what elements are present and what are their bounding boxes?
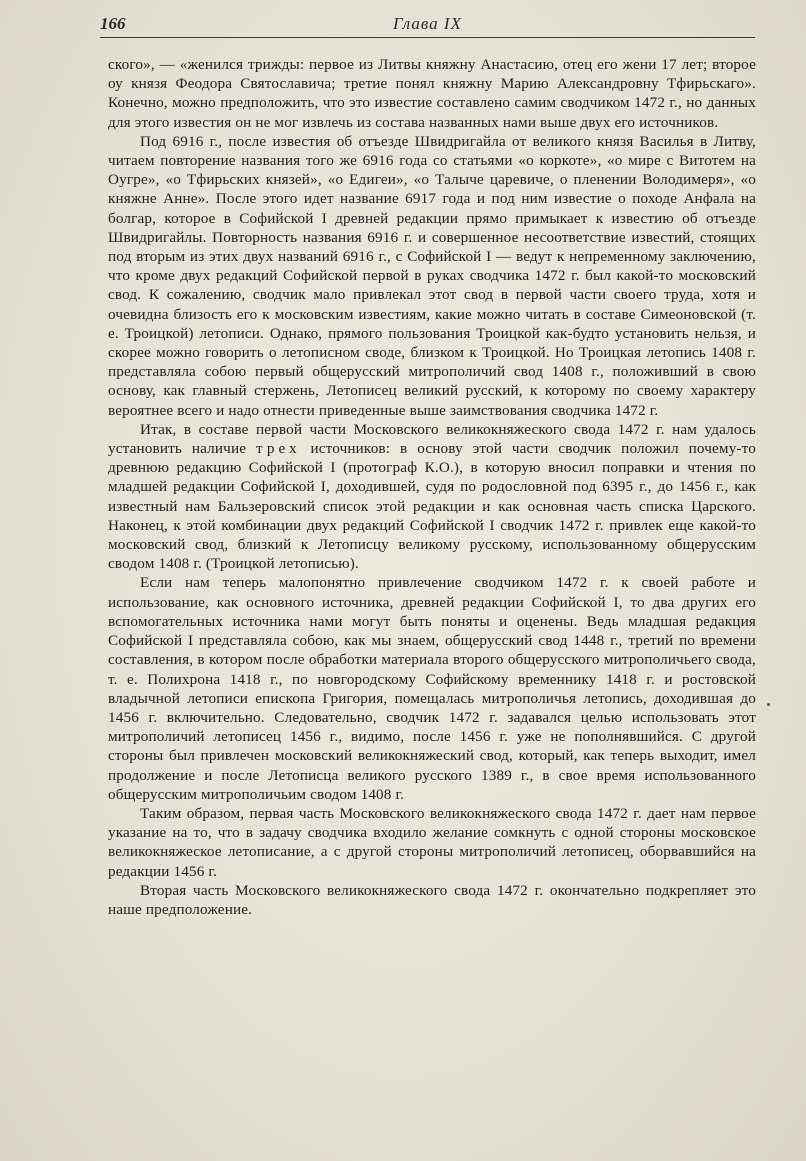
chapter-title: Глава IX [393,14,462,33]
page-number: 166 [100,14,126,33]
paragraph-6: Вторая часть Московского великокняжеского свода 1472 г. окончательно подкрепляет это наше предположение. [108,881,756,918]
paragraph-3 [108,420,756,574]
header-rule [100,37,755,38]
body-text [108,55,756,919]
margin-mark [767,703,770,706]
paragraph-2: Под 6916 г., после известия об отъезде Швидригайла от великого князя Василья в Литву, читаем повторение названия того же 6916 года со статьями «о коркоте», «о мире с Витотем на Оугре», «о Тфирьских князей», «о Едигеи», «о Талыче царевиче, о пленении Володимеря», «о княжне Анне». После этого идет название 6917 года и под ним известие о походе Анфала на болгар, которое в Софийской I древней редакции прямо примыкает к известию об отъезде Швидригайлы. Повторность названия 6916 г. и совершенное несоответствие известий, стоящих под вторым из этих двух названий 6916 г., с Софийской I — ведут к непременному заключению, что кроме двух редакций Софийской первой в руках сводчика 1472 г. был какой-то московский свод. К сожалению, сводчик мало привлекал этот свод в первой части своего труда, хотя и очевидна близость его к московским известиям, какие можно читать в составе Симеоновской (т. е. Троицкой) летописи. Однако, прямого пользования Троицкой как-будто установить нельзя, и скорее можно говорить о летописном своде, близком к Троицкой. Но Троицкая летопись 1408 г. представляла собою первый общерусский митрополичий свод 1408 г., положивший в свою основу, как главный стержень, Летописец великий русский, к которому по своему характеру вероятнее всего и надо отнести приведенные выше заимствования сводчика 1472 г. [108,132,756,419]
paragraph-3-end: источников: в основу этой части сводчик положил почему-то древнюю редакцию Софийской I (протограф К.О.), в которую вносил поправки и чтения по младшей редакции Софийской I, доходившей, судя по родословной под 6395 г., до 1456 г., как известный нам Бальзеровский список этой редакции и как основная часть списка Царского. Наконец, к этой комбинации двух редакций Софийской I сводчик 1472 г. привлек еще какой-то московский свод, близкий к Летописцу великому русскому, использованному общерусским сводом 1408 г. (Троицкой летописью). [108,440,756,573]
paragraph-4: Если нам теперь малопонятно привлечение сводчиком 1472 г. к своей работе и использование, как основного источника, древней редакции Софийской I, то два других его вспомогательных источника нами могут быть поняты и оценены. Ведь младшая редакция Софийской I представляла собою, как мы знаем, общерусский свод 1448 г., третий по времени составления, в котором после обработки материала второго общерусского митрополичьего свода, т. е. Полихрона 1418 г., по новгородскому Софийскому временнику 1418 г. и ростовской владычной летописи епископа Григория, помещалась митрополичья летопись, доходившая до 1456 г. включительно. Следовательно, сводчик 1472 г. задавался целью использовать этот митрополичий летописец 1456 г., видимо, после 1456 г. уже не пополнявшийся. С другой стороны был привлечен московский великокняжеский свод, который, как теперь выходит, имел продолжение и после Летописца великого русского 1389 г., в свое время использованного общерусским митрополичьим сводом 1408 г. [108,574,756,803]
paragraph-3-start: Итак, в составе первой части Московского великокняжеского свода 1472 г. нам удалось установить наличие [108,420,756,458]
paragraph-5: Таким образом, первая часть Московского великокняжеского свода 1472 г. дает нам первое указание на то, что в задачу сводчика входило желание сомкнуть с одной стороны московское великокняжеское летописание, а с другой стороны митрополичий летописец, оборвавшийся на редакции 1456 г. [108,804,756,880]
paragraph-3-emphasis: трех [256,440,301,458]
running-head [100,14,755,38]
paragraph-1: ского», — «женился трижды: первое из Литвы княжну Анастасию, отец его жени 17 лет; второе оу князя Феодора Святославича; третие понял княжну Марию Александровну Тфирьскаго». Конечно, можно предположить, что это известие составлено самим сводчиком 1472 г., но данных для этого известия он не мог извлечь из состава названных нами выше двух его источников. [108,56,756,131]
